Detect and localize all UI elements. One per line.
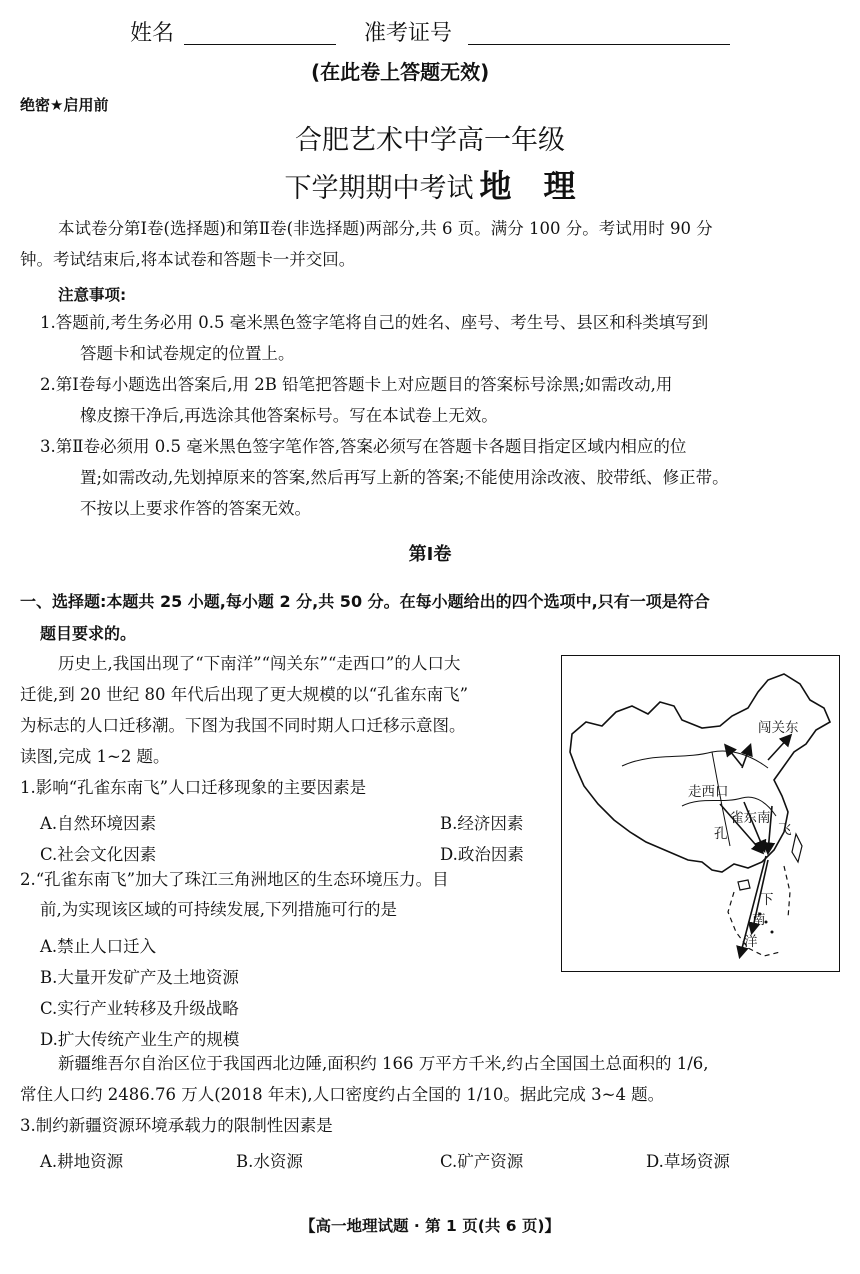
passage2-line2: 常住人口约 2486.76 万人(2018 年末),人口密度约占全国的 1/10。据此完成 3~4 题。 (20, 1085, 665, 1104)
passage1-line: 为标志的人口迁移潮。下图为我国不同时期人口迁移示意图。 (20, 716, 466, 735)
passage1-line: 读图,完成 1~2 题。 (20, 747, 170, 766)
question-2-stem-line1: 2.“孔雀东南飞”加大了珠江三角洲地区的生态环境压力。目 (20, 870, 449, 889)
exam-title-line1: 合肥艺术中学高一年级 (295, 125, 565, 156)
question-2-option-a[interactable]: A.禁止人口迁入 (40, 937, 157, 956)
exam-title-line2 (0, 161, 860, 207)
map-label-fei: 飞 (778, 822, 792, 838)
passage2-line1: 新疆维吾尔自治区位于我国西北边陲,面积约 166 万平方千米,约占全国国土总面积的 1/6, (58, 1054, 709, 1073)
map-label-zouxikou: 走西口 (688, 784, 729, 800)
invalid-answer-note: (在此卷上答题无效) (311, 60, 490, 84)
question-3-stem: 3.制约新疆资源环境承载力的限制性因素是 (20, 1116, 333, 1135)
question-2-option-c[interactable]: C.实行产业转移及升级战略 (40, 999, 239, 1018)
map-label-nan: 南 (752, 912, 766, 928)
passage1-line: 历史上,我国出现了“下南洋”“闯关东”“走西口”的人口大 (58, 654, 461, 673)
map-label-chuangguandong: 闯关东 (758, 720, 799, 736)
china-outline-map (562, 656, 838, 970)
question-3-option-c[interactable]: C.矿产资源 (440, 1152, 524, 1171)
page-footer: 【高一地理试题 · 第 1 页(共 6 页)】 (299, 1217, 560, 1235)
name-label: 姓名 (130, 21, 175, 46)
question-3-option-b[interactable]: B.水资源 (236, 1152, 303, 1171)
question-1-option-b[interactable]: B.经济因素 (440, 814, 524, 833)
notice-item: 橡皮擦干净后,再选涂其他答案标号。写在本试卷上无效。 (80, 406, 498, 425)
question-3-option-a[interactable]: A.耕地资源 (40, 1152, 124, 1171)
question-1-option-d[interactable]: D.政治因素 (440, 845, 524, 864)
map-label-que-dongnan: 雀东南 (730, 810, 771, 826)
map-label-yang: 洋 (744, 934, 758, 950)
notice-item: 答题卡和试卷规定的位置上。 (80, 344, 295, 363)
map-label-xia: 下 (760, 892, 774, 908)
notice-item: 2.第Ⅰ卷每小题选出答案后,用 2B 铅笔把答题卡上对应题目的答案标号涂黑;如需改动,用 (40, 375, 673, 394)
question-1-stem: 1.影响“孔雀东南飞”人口迁移现象的主要因素是 (20, 778, 367, 797)
passage1-line: 迁徙,到 20 世纪 80 年代后出现了更大规模的以“孔雀东南飞” (20, 685, 469, 704)
notice-item: 置;如需改动,先划掉原来的答案,然后再写上新的答案;不能使用涂改液、胶带纸、修正带。 (80, 468, 729, 487)
question-3-option-d[interactable]: D.草场资源 (646, 1152, 730, 1171)
question-1-option-c[interactable]: C.社会文化因素 (40, 845, 157, 864)
notice-heading: 注意事项: (58, 286, 127, 304)
intro-line-1: 本试卷分第Ⅰ卷(选择题)和第Ⅱ卷(非选择题)两部分,共 6 页。满分 100 分。考试用时 90 分 (58, 219, 713, 238)
exam-title-prefix: 下学期期中考试 (284, 173, 474, 204)
map-label-kong: 孔 (714, 826, 728, 842)
migration-map-figure (561, 655, 840, 972)
notice-item: 3.第Ⅱ卷必须用 0.5 毫米黑色签字笔作答,答案必须写在答题卡各题目指定区域内相应的位 (40, 437, 687, 456)
question-1-option-a[interactable]: A.自然环境因素 (40, 814, 157, 833)
section-instruction-line1: 一、选择题:本题共 25 小题,每小题 2 分,共 50 分。在每小题给出的四个选项中,只有一项是符合 (20, 592, 710, 611)
exam-id-blank-line[interactable] (468, 44, 730, 45)
notice-item: 不按以上要求作答的答案无效。 (80, 499, 311, 518)
name-blank-line[interactable] (184, 44, 336, 45)
question-2-stem-line2: 前,为实现该区域的可持续发展,下列措施可行的是 (40, 900, 397, 919)
question-2-option-d[interactable]: D.扩大传统产业生产的规模 (40, 1030, 240, 1049)
subject-title: 地 理 (479, 167, 576, 205)
section-title: 第Ⅰ卷 (408, 544, 452, 565)
exam-id-label: 准考证号 (364, 21, 453, 46)
question-2-option-b[interactable]: B.大量开发矿产及土地资源 (40, 968, 239, 987)
section-instruction-line2: 题目要求的。 (40, 624, 137, 643)
secret-label: 绝密★启用前 (20, 96, 109, 114)
notice-item: 1.答题前,考生务必用 0.5 毫米黑色签字笔将自己的姓名、座号、考生号、县区和科类填写到 (40, 313, 709, 332)
intro-line-2: 钟。考试结束后,将本试卷和答题卡一并交回。 (20, 250, 356, 269)
